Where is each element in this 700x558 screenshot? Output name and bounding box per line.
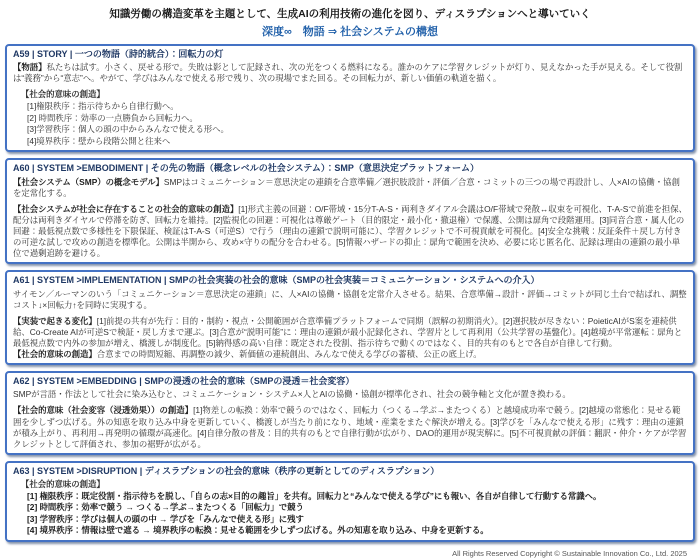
list-item: [1] 権限秩序：既定役割・指示待ちを脱し、「自らの志×目的の趣旨」を共有。回転力と“みんなで使える学び”にも報い、各自が自律して行動する常識へ。: [27, 490, 602, 501]
a62-intro-paragraph: SMPが言語・作法として社会に染み込むと、コミュニケーション・システム×人とAIの協働・協創が標準化され、社会の競争軸と文化が置き換わる。: [13, 389, 571, 400]
a62-meaning-text: [1]物差しの転換：効率で競うのではなく、回転力（つくる→学ぶ→またつくる）と越境成功率で競う。[2]越境の常態化：見せる範囲を少しずつ広げる。外の知恵を取り込み中身を更新していく、橋渡しが当たり前になり、地域・産業をまたぐ解決が増える。[3]学びを「みんなで使える形」に残す：理由の連鎖が積み上がり、再利用→再発明の循環が高速化。[4]自律分散の普及：目的共有のもとで自律行動が広がり、DAO的運用が現実解に。[5]不可視貢献の評価：翻訳・仲介・ケアが学習クレジットとして評価され、参加の裾野が広がる。: [13, 405, 687, 449]
page-title: 知識労働の構造変革を主題として、生成AIの利用技術の進化を図り、ディスラプションへと導いていく: [109, 8, 591, 20]
section-a61-header: A61 | SYSTEM >IMPLEMENTATION | SMPの社会実装の社会的意味（SMPの社会実装＝コミュニケーション・システムへの介入）: [13, 275, 540, 286]
a59-items: [13, 101, 687, 147]
a61-meaning-paragraph: [13, 349, 687, 360]
list-item: [3]学習秩序：個人の頭の中からみんなで使える形へ。: [27, 124, 229, 135]
section-a61-implementation: [5, 270, 695, 365]
section-a60-header: A60 | SYSTEM >EMBODIMENT | その先の物語（概念レベルの社会システム）：SMP（意思決定プラットフォーム）: [13, 163, 480, 174]
copyright-footer: All Rights Reserved Copyright © Sustainable Innovation Co., Ltd. 2025: [452, 549, 687, 558]
list-item: [4]境界秩序：壁から段階公開と往来へ: [27, 135, 171, 146]
a60-meaning-paragraph: [13, 204, 687, 259]
page-subtitle: 深度∞ 物語 ⇒ 社会システムの構想: [261, 26, 439, 38]
a60-model-paragraph: [13, 177, 687, 199]
list-item: [2] 時間秩序：効率で競う → つくる→学ぶ→またつくる「回転力」で競う: [27, 502, 304, 513]
list-item: [4] 境界秩序：情報は壁で遮る → 境界秩序の転換：見せる範囲を少しずつ広げる。外の知恵を取り込み、中身を更新する。: [27, 525, 489, 536]
a61-intro-paragraph: サイモン／ルーマンのいう「コミュニケーション＝意思決定の連鎖」に、人×AIの協働・協創を定常介入させる。結果、合意準備→設計・評価→コミットが同じ土台で結ばれ、調整コスト↓×回転力↑を同時に実現する。: [13, 288, 687, 310]
a62-meaning-label: 【社会的意味（社会変容（浸透効果））の創造】: [13, 405, 194, 416]
a63-meaning-label: 【社会的意味の創造】: [21, 479, 105, 490]
a61-meaning-text: 合意までの時間短縮、再調整の減少、新価値の連続創出、みんなで使える学びの蓄積、公正の底上げ。: [96, 349, 482, 360]
a59-story-label: 【物語】: [13, 62, 47, 73]
a63-items: [13, 491, 687, 537]
list-item: [2] 時間秩序：効率の一点勝負から回転力へ。: [27, 112, 198, 123]
a61-change-label: 【実装で起きる変化】: [13, 315, 97, 326]
a61-meaning-label: 【社会的意味の創造】: [13, 349, 97, 360]
section-a59-story: [5, 44, 695, 152]
section-a60-embodiment: [5, 158, 695, 264]
section-a63-disruption: [5, 461, 695, 542]
a60-model-label: 【社会システム（SMP）の概念モデル】: [13, 176, 164, 187]
a61-change-text: [1]前提の共有が先行：目的・制約・視点・公開範囲が合意準備プラットフォームで同期（誤解の初期消火）。[2]選択肢が尽きない：PoieticAIがS案を連続供給、Co-Create AIが可逆Sで検証・戻し方まで運ぶ。[3]合意が“説明可能”に：理由の連鎖が最小記録化され、学習片として再利用（公共学習の基盤化）。[4]越境が平常運転：扉角と最低視点数で内外の参加が増え、橋渡しが制度化。[5]納得感の高い自律：既定された役割、指示待ちで動くのではなく、目的共有のもとで各自が自律して行動。: [13, 315, 683, 348]
a62-meaning-paragraph: [13, 405, 687, 449]
a59-story-paragraph: [13, 62, 687, 84]
list-item: [3] 学習秩序：学びは個人の頭の中 → 学びを「みんなで使える形」に残す: [27, 513, 304, 524]
section-a62-header: A62 | SYSTEM >EMBEDDING | SMPの浸透の社会的意味（SMPの浸透＝社会変容）: [13, 376, 355, 387]
a60-meaning-text: [1]形式主義の回避：O/F帯域・15分T-A-S・両利きダイアル会議はO/F帯域で発散↔収束を可視化、T-A-Sで前進を担保、配分は両利きダイヤルで停滞を防ぎ、回転力を維持。[2]監視化の回避：可視化は尊厳ゲート（目的限定・最小化・撤退権）で保護、公開は扉角で段階運用。[3]同音合意・属人化の回避：最低視点数で多様性を下限保証、検証はT-A-S（可逆S）で行う（理由の連鎖で説明可能に）、学習クレジットで不可視貢献を可視化。[4]安全な挑戦：反証条件＋戻し方付きの可逆な試しで攻めの創造を標準化。公開は半開から、攻め×守りの配分を合わせる。[5]情報ハザードの抑止：扉角で範囲を決め、必要に応じ匿名化、記録は理由の連鎖の最小単位で過剰追跡を避ける。: [13, 203, 688, 259]
section-a63-header: A63 | SYSTEM >DISRUPTION | ディスラプションの社会的意味（秩序の更新としてのディスラプション）: [13, 465, 440, 476]
section-a62-embedding: [5, 371, 695, 455]
a61-change-paragraph: [13, 316, 687, 349]
a59-meaning-label: 【社会的意味の創造】: [21, 89, 105, 100]
a60-meaning-label: 【社会システムが社会に存在することの社会的意味の創造】: [13, 203, 239, 214]
section-a59-header: A59 | STORY | 一つの物語（詩的統合）：回転力の灯: [13, 49, 224, 59]
a59-story-text: 私たちは試す。小さく、戻せる形で。失敗は影として記録され、次の光をつくる燃料になる。誰かのケアに学習クレジットが灯り、見えなかった手が見える。そして役割は“義務”から“意志”へ。やがて、学びはみんなで使える形で残り、次の現場でまた回る。その回転力が、新しい価値の軌道を描く。: [13, 62, 683, 84]
list-item: [1]権限秩序：指示待ちから自律行動へ。: [27, 101, 179, 112]
a60-model-text: SMPはコミュニケーション＝意思決定の連鎖を合意準備／選択肢設計・評価／合意・コミットの三つの場で再設計し、人×AIの協働・協創を定常化する。: [13, 176, 680, 198]
